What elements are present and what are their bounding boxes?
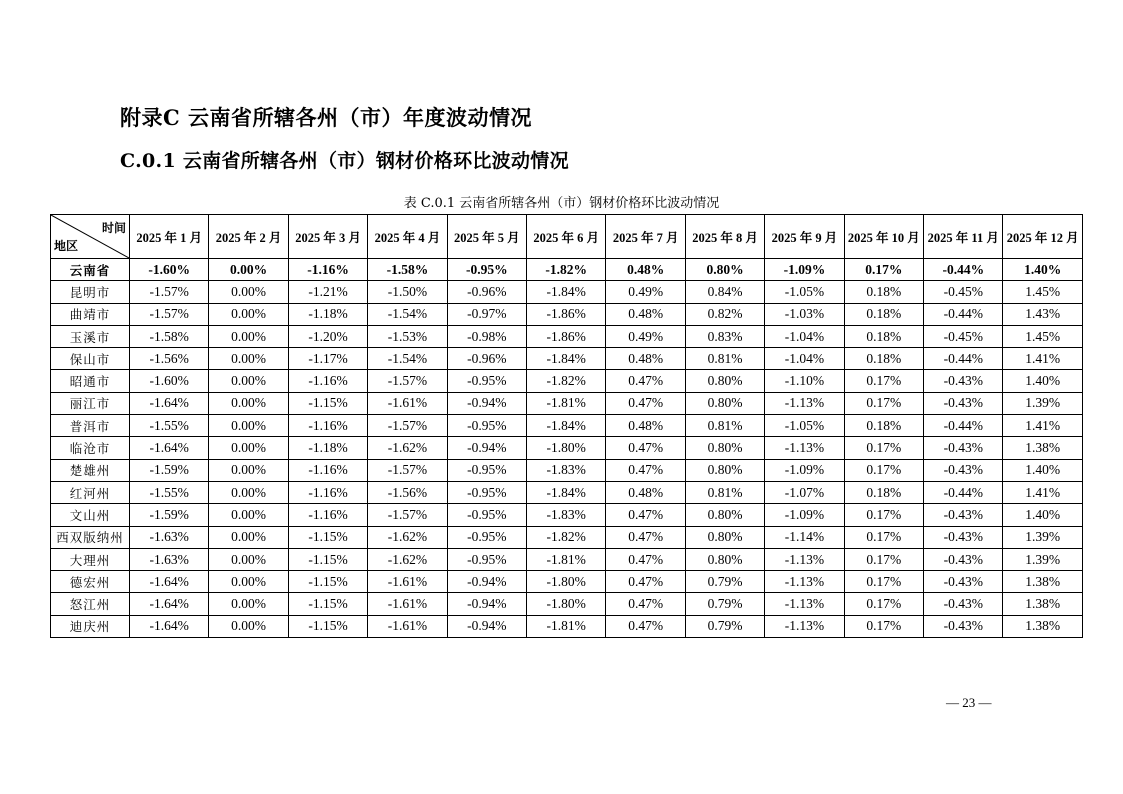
- value-cell: 0.48%: [606, 259, 685, 281]
- region-name-cell: 西双版纳州: [51, 526, 130, 548]
- value-cell: 0.79%: [685, 615, 764, 637]
- value-cell: -1.09%: [765, 504, 844, 526]
- value-cell: 0.17%: [844, 370, 923, 392]
- table-row: [51, 415, 1083, 437]
- value-cell: -0.44%: [924, 303, 1003, 325]
- value-cell: 1.41%: [1003, 348, 1083, 370]
- value-cell: -1.54%: [368, 348, 447, 370]
- value-cell: -1.13%: [765, 548, 844, 570]
- value-cell: 1.38%: [1003, 437, 1083, 459]
- value-cell: -1.15%: [288, 593, 367, 615]
- value-cell: -1.63%: [130, 526, 209, 548]
- value-cell: -1.84%: [527, 481, 606, 503]
- value-cell: 1.39%: [1003, 392, 1083, 414]
- value-cell: -0.43%: [924, 548, 1003, 570]
- value-cell: -1.84%: [527, 415, 606, 437]
- value-cell: -1.07%: [765, 481, 844, 503]
- month-header: 2025 年 12 月: [1003, 215, 1083, 259]
- value-cell: 1.39%: [1003, 526, 1083, 548]
- value-cell: -1.56%: [368, 481, 447, 503]
- value-cell: -1.57%: [368, 459, 447, 481]
- value-cell: 0.00%: [209, 303, 288, 325]
- table-row: [51, 526, 1083, 548]
- value-cell: -0.44%: [924, 348, 1003, 370]
- value-cell: -0.96%: [447, 348, 526, 370]
- value-cell: 0.80%: [685, 392, 764, 414]
- region-name-cell: 临沧市: [51, 437, 130, 459]
- value-cell: 0.17%: [844, 593, 923, 615]
- value-cell: -1.53%: [368, 325, 447, 347]
- value-cell: -1.82%: [527, 370, 606, 392]
- month-header: 2025 年 9 月: [765, 215, 844, 259]
- value-cell: -1.63%: [130, 548, 209, 570]
- value-cell: -1.64%: [130, 615, 209, 637]
- value-cell: 0.81%: [685, 415, 764, 437]
- value-cell: -1.15%: [288, 392, 367, 414]
- value-cell: -1.58%: [130, 325, 209, 347]
- value-cell: 1.40%: [1003, 504, 1083, 526]
- value-cell: -1.18%: [288, 303, 367, 325]
- value-cell: 0.80%: [685, 370, 764, 392]
- region-name-cell: 丽江市: [51, 392, 130, 414]
- table-row: [51, 615, 1083, 637]
- value-cell: -1.83%: [527, 504, 606, 526]
- value-cell: -0.94%: [447, 593, 526, 615]
- value-cell: -0.95%: [447, 259, 526, 281]
- value-cell: 0.47%: [606, 548, 685, 570]
- table-header-row: [51, 215, 1083, 259]
- value-cell: 0.49%: [606, 325, 685, 347]
- value-cell: 0.17%: [844, 571, 923, 593]
- value-cell: 0.18%: [844, 325, 923, 347]
- value-cell: -1.84%: [527, 281, 606, 303]
- value-cell: 0.00%: [209, 593, 288, 615]
- value-cell: 0.48%: [606, 303, 685, 325]
- value-cell: -0.95%: [447, 370, 526, 392]
- value-cell: 0.00%: [209, 526, 288, 548]
- value-cell: 0.47%: [606, 615, 685, 637]
- value-cell: -1.80%: [527, 593, 606, 615]
- value-cell: -0.95%: [447, 548, 526, 570]
- month-header: 2025 年 6 月: [527, 215, 606, 259]
- value-cell: -1.15%: [288, 548, 367, 570]
- value-cell: 0.18%: [844, 281, 923, 303]
- value-cell: -1.59%: [130, 504, 209, 526]
- price-fluctuation-table: [50, 214, 1083, 638]
- value-cell: -1.81%: [527, 392, 606, 414]
- value-cell: 0.47%: [606, 571, 685, 593]
- month-header: 2025 年 1 月: [130, 215, 209, 259]
- value-cell: 0.17%: [844, 259, 923, 281]
- value-cell: -1.16%: [288, 459, 367, 481]
- value-cell: 0.83%: [685, 325, 764, 347]
- value-cell: -1.05%: [765, 281, 844, 303]
- value-cell: 1.38%: [1003, 593, 1083, 615]
- region-name-cell: 楚雄州: [51, 459, 130, 481]
- month-header: 2025 年 7 月: [606, 215, 685, 259]
- value-cell: -1.61%: [368, 615, 447, 637]
- value-cell: 1.38%: [1003, 615, 1083, 637]
- value-cell: 0.17%: [844, 615, 923, 637]
- value-cell: -1.64%: [130, 571, 209, 593]
- value-cell: -1.57%: [130, 281, 209, 303]
- value-cell: -1.15%: [288, 615, 367, 637]
- region-name-cell: 保山市: [51, 348, 130, 370]
- month-header: 2025 年 10 月: [844, 215, 923, 259]
- value-cell: -0.44%: [924, 481, 1003, 503]
- value-cell: 0.00%: [209, 392, 288, 414]
- value-cell: -1.04%: [765, 325, 844, 347]
- value-cell: -1.57%: [368, 370, 447, 392]
- month-header: 2025 年 4 月: [368, 215, 447, 259]
- value-cell: -0.95%: [447, 459, 526, 481]
- value-cell: -1.80%: [527, 571, 606, 593]
- value-cell: 0.47%: [606, 504, 685, 526]
- region-name-cell: 德宏州: [51, 571, 130, 593]
- value-cell: 1.40%: [1003, 459, 1083, 481]
- value-cell: -1.14%: [765, 526, 844, 548]
- value-cell: -1.15%: [288, 571, 367, 593]
- value-cell: 0.47%: [606, 526, 685, 548]
- value-cell: 0.00%: [209, 348, 288, 370]
- value-cell: -1.62%: [368, 437, 447, 459]
- table-caption: 表 C.0.1 云南省所辖各州（市）钢材价格环比波动情况: [403, 196, 720, 211]
- value-cell: -1.13%: [765, 593, 844, 615]
- value-cell: 0.18%: [844, 415, 923, 437]
- value-cell: 0.47%: [606, 392, 685, 414]
- value-cell: 0.47%: [606, 437, 685, 459]
- value-cell: -1.59%: [130, 459, 209, 481]
- value-cell: -0.95%: [447, 504, 526, 526]
- appendix-heading: 附录C 云南省所辖各州（市）年度波动情况: [120, 105, 533, 130]
- value-cell: -0.97%: [447, 303, 526, 325]
- region-name-cell: 曲靖市: [51, 303, 130, 325]
- value-cell: -1.54%: [368, 303, 447, 325]
- value-cell: 0.00%: [209, 548, 288, 570]
- value-cell: 0.17%: [844, 437, 923, 459]
- region-name-cell: 文山州: [51, 504, 130, 526]
- value-cell: -1.62%: [368, 526, 447, 548]
- region-name-cell: 昆明市: [51, 281, 130, 303]
- region-name-cell: 红河州: [51, 481, 130, 503]
- region-name-cell: 昭通市: [51, 370, 130, 392]
- table-row: [51, 437, 1083, 459]
- value-cell: 0.17%: [844, 526, 923, 548]
- value-cell: 0.80%: [685, 504, 764, 526]
- region-name-cell: 云南省: [51, 259, 130, 281]
- value-cell: 0.82%: [685, 303, 764, 325]
- value-cell: 0.18%: [844, 303, 923, 325]
- month-header: 2025 年 5 月: [447, 215, 526, 259]
- value-cell: -0.43%: [924, 392, 1003, 414]
- value-cell: -1.05%: [765, 415, 844, 437]
- value-cell: -1.82%: [527, 526, 606, 548]
- value-cell: -1.16%: [288, 259, 367, 281]
- value-cell: -1.55%: [130, 481, 209, 503]
- value-cell: -0.95%: [447, 526, 526, 548]
- value-cell: -0.94%: [447, 392, 526, 414]
- value-cell: 0.00%: [209, 459, 288, 481]
- value-cell: 0.00%: [209, 437, 288, 459]
- value-cell: 0.80%: [685, 526, 764, 548]
- value-cell: 0.00%: [209, 259, 288, 281]
- region-name-cell: 怒江州: [51, 593, 130, 615]
- value-cell: 0.00%: [209, 615, 288, 637]
- value-cell: 0.80%: [685, 437, 764, 459]
- province-total-row: [51, 259, 1083, 281]
- month-header: 2025 年 11 月: [924, 215, 1003, 259]
- table-row: [51, 571, 1083, 593]
- value-cell: 0.17%: [844, 504, 923, 526]
- value-cell: 1.45%: [1003, 325, 1083, 347]
- region-name-cell: 迪庆州: [51, 615, 130, 637]
- value-cell: 1.43%: [1003, 303, 1083, 325]
- value-cell: -1.64%: [130, 437, 209, 459]
- value-cell: -0.43%: [924, 504, 1003, 526]
- value-cell: 0.00%: [209, 325, 288, 347]
- value-cell: -1.60%: [130, 370, 209, 392]
- value-cell: 0.47%: [606, 593, 685, 615]
- value-cell: -0.95%: [447, 481, 526, 503]
- value-cell: -1.61%: [368, 392, 447, 414]
- value-cell: -1.57%: [368, 504, 447, 526]
- region-name-cell: 大理州: [51, 548, 130, 570]
- value-cell: -1.13%: [765, 392, 844, 414]
- value-cell: 0.00%: [209, 571, 288, 593]
- section-heading: C.0.1 云南省所辖各州（市）钢材价格环比波动情况: [120, 150, 569, 172]
- value-cell: -1.10%: [765, 370, 844, 392]
- value-cell: 1.41%: [1003, 481, 1083, 503]
- value-cell: -1.58%: [368, 259, 447, 281]
- value-cell: 0.80%: [685, 459, 764, 481]
- value-cell: 1.40%: [1003, 370, 1083, 392]
- value-cell: 0.17%: [844, 459, 923, 481]
- value-cell: 0.47%: [606, 370, 685, 392]
- value-cell: 0.47%: [606, 459, 685, 481]
- value-cell: -1.57%: [368, 415, 447, 437]
- value-cell: -1.13%: [765, 615, 844, 637]
- value-cell: 0.80%: [685, 548, 764, 570]
- value-cell: -1.20%: [288, 325, 367, 347]
- value-cell: -1.04%: [765, 348, 844, 370]
- page-number: — 23 —: [946, 695, 992, 710]
- value-cell: -0.43%: [924, 459, 1003, 481]
- value-cell: -1.18%: [288, 437, 367, 459]
- value-cell: -1.62%: [368, 548, 447, 570]
- value-cell: -1.17%: [288, 348, 367, 370]
- value-cell: -0.98%: [447, 325, 526, 347]
- table-row: [51, 504, 1083, 526]
- value-cell: -1.03%: [765, 303, 844, 325]
- value-cell: 0.49%: [606, 281, 685, 303]
- value-cell: 0.48%: [606, 415, 685, 437]
- value-cell: -0.43%: [924, 370, 1003, 392]
- value-cell: 0.00%: [209, 415, 288, 437]
- value-cell: -1.16%: [288, 415, 367, 437]
- table-row: [51, 348, 1083, 370]
- table-row: [51, 370, 1083, 392]
- value-cell: -1.21%: [288, 281, 367, 303]
- value-cell: -0.43%: [924, 615, 1003, 637]
- value-cell: 0.48%: [606, 348, 685, 370]
- value-cell: -0.44%: [924, 415, 1003, 437]
- value-cell: -0.96%: [447, 281, 526, 303]
- value-cell: 1.40%: [1003, 259, 1083, 281]
- value-cell: -1.86%: [527, 325, 606, 347]
- value-cell: -0.94%: [447, 437, 526, 459]
- value-cell: -1.15%: [288, 526, 367, 548]
- region-name-cell: 普洱市: [51, 415, 130, 437]
- value-cell: -1.57%: [130, 303, 209, 325]
- value-cell: -1.81%: [527, 548, 606, 570]
- table-row: [51, 459, 1083, 481]
- table-row: [51, 392, 1083, 414]
- value-cell: -1.16%: [288, 481, 367, 503]
- value-cell: 0.48%: [606, 481, 685, 503]
- table-row: [51, 303, 1083, 325]
- value-cell: -1.16%: [288, 504, 367, 526]
- value-cell: 0.80%: [685, 259, 764, 281]
- value-cell: -0.43%: [924, 526, 1003, 548]
- value-cell: -0.44%: [924, 259, 1003, 281]
- value-cell: 0.17%: [844, 392, 923, 414]
- value-cell: -1.83%: [527, 459, 606, 481]
- value-cell: -1.60%: [130, 259, 209, 281]
- value-cell: -0.95%: [447, 415, 526, 437]
- value-cell: 0.00%: [209, 481, 288, 503]
- table-row: [51, 548, 1083, 570]
- value-cell: 1.45%: [1003, 281, 1083, 303]
- value-cell: -1.13%: [765, 437, 844, 459]
- value-cell: -0.94%: [447, 571, 526, 593]
- value-cell: 0.81%: [685, 348, 764, 370]
- value-cell: -1.64%: [130, 392, 209, 414]
- value-cell: 0.17%: [844, 548, 923, 570]
- value-cell: -1.61%: [368, 593, 447, 615]
- value-cell: -1.13%: [765, 571, 844, 593]
- month-header: 2025 年 8 月: [685, 215, 764, 259]
- value-cell: 1.38%: [1003, 571, 1083, 593]
- value-cell: -1.64%: [130, 593, 209, 615]
- month-header: 2025 年 2 月: [209, 215, 288, 259]
- value-cell: -1.82%: [527, 259, 606, 281]
- value-cell: -1.09%: [765, 259, 844, 281]
- value-cell: -0.43%: [924, 593, 1003, 615]
- value-cell: -0.43%: [924, 437, 1003, 459]
- table-row: [51, 593, 1083, 615]
- value-cell: -1.50%: [368, 281, 447, 303]
- value-cell: 0.84%: [685, 281, 764, 303]
- value-cell: -0.45%: [924, 281, 1003, 303]
- value-cell: 0.00%: [209, 370, 288, 392]
- value-cell: 1.39%: [1003, 548, 1083, 570]
- table-row: [51, 325, 1083, 347]
- value-cell: 0.00%: [209, 504, 288, 526]
- corner-label-time: 时间: [101, 221, 126, 235]
- value-cell: 0.79%: [685, 571, 764, 593]
- value-cell: -1.09%: [765, 459, 844, 481]
- value-cell: 0.79%: [685, 593, 764, 615]
- region-name-cell: 玉溪市: [51, 325, 130, 347]
- value-cell: -1.56%: [130, 348, 209, 370]
- month-header: 2025 年 3 月: [288, 215, 367, 259]
- value-cell: -1.16%: [288, 370, 367, 392]
- table-row: [51, 281, 1083, 303]
- value-cell: -1.81%: [527, 615, 606, 637]
- value-cell: -1.80%: [527, 437, 606, 459]
- corner-label-region: 地区: [54, 239, 79, 253]
- value-cell: 0.18%: [844, 481, 923, 503]
- value-cell: 0.00%: [209, 281, 288, 303]
- table-row: [51, 481, 1083, 503]
- value-cell: -0.94%: [447, 615, 526, 637]
- value-cell: -1.86%: [527, 303, 606, 325]
- value-cell: 0.18%: [844, 348, 923, 370]
- value-cell: 0.81%: [685, 481, 764, 503]
- value-cell: -1.55%: [130, 415, 209, 437]
- corner-header-cell: [51, 215, 130, 259]
- value-cell: -0.43%: [924, 571, 1003, 593]
- value-cell: -1.84%: [527, 348, 606, 370]
- value-cell: -1.61%: [368, 571, 447, 593]
- value-cell: 1.41%: [1003, 415, 1083, 437]
- value-cell: -0.45%: [924, 325, 1003, 347]
